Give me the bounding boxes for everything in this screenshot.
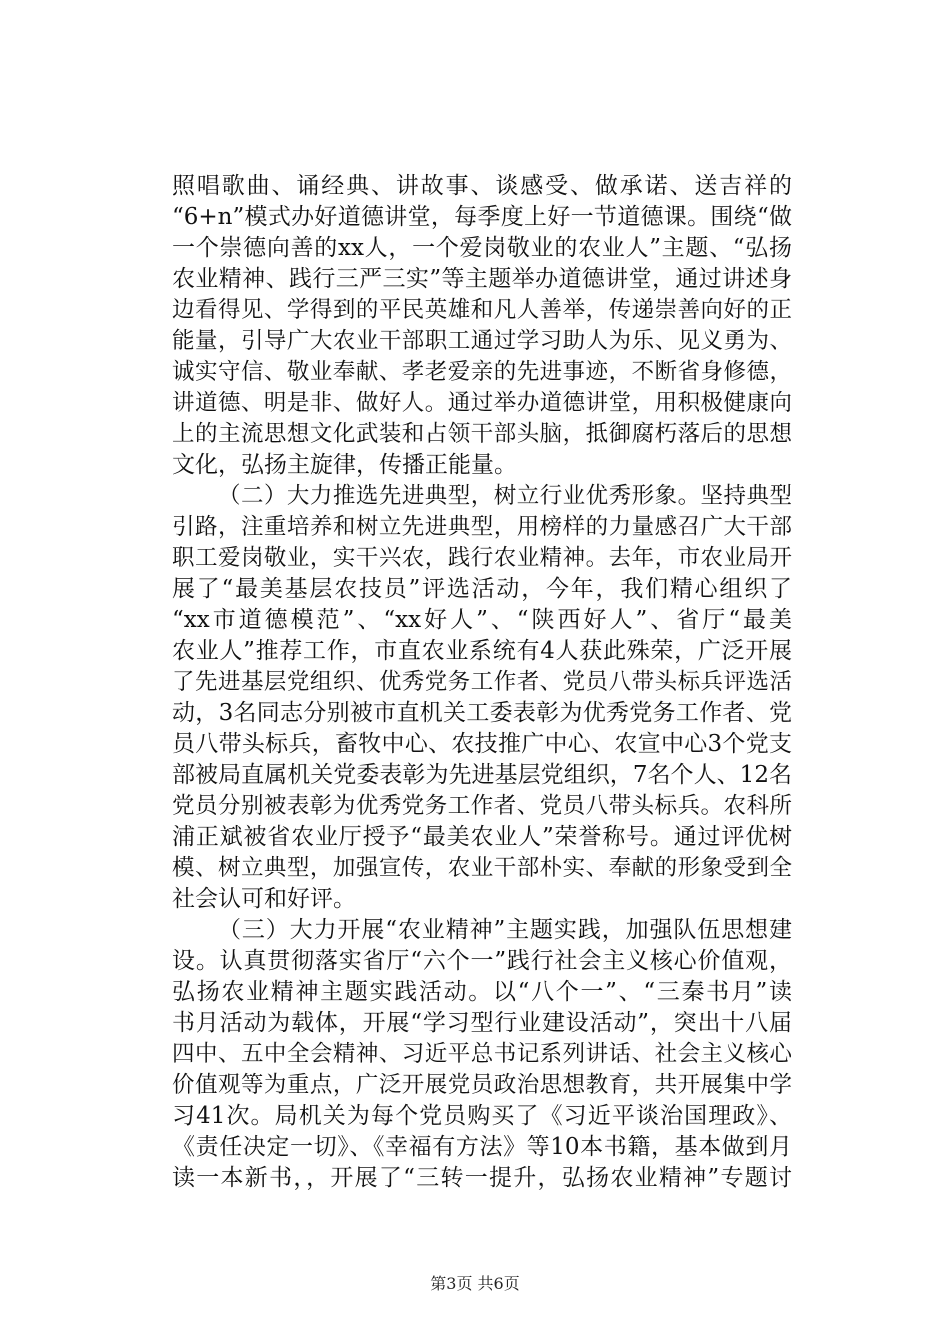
text-line: 设。认真贯彻落实省厅“六个一”践行社会主义核心价值观， — [172, 948, 792, 974]
text-line: （二）大力推选先进典型，树立行业优秀形象。坚持典型 — [218, 483, 792, 509]
text-line: 讲道德、明是非、做好人。通过举办道德讲堂，用积极健康向 — [172, 390, 792, 416]
text-line: 职工爱岗敬业，实干兴农，践行农业精神。去年，市农业局开 — [172, 545, 792, 571]
text-line: 上的主流思想文化武装和占领干部头脑，抵御腐朽落后的思想 — [172, 421, 792, 447]
body-text — [172, 171, 792, 1194]
text-line: 了先进基层党组织、优秀党务工作者、党员八带头标兵评选活 — [172, 669, 792, 695]
text-line: 能量，引导广大农业干部职工通过学习助人为乐、见义勇为、 — [172, 328, 792, 354]
text-line: 照唱歌曲、诵经典、讲故事、谈感受、做承诺、送吉祥的 — [172, 173, 792, 199]
text-line: 农业人”推荐工作，市直农业系统有4人获此殊荣，广泛开展 — [172, 638, 792, 664]
text-line: 书月活动为载体，开展“学习型行业建设活动”，突出十八届 — [172, 1010, 792, 1036]
text-line: 动，3名同志分别被市直机关工委表彰为优秀党务工作者、党 — [172, 700, 792, 726]
text-line: 员八带头标兵，畜牧中心、农技推广中心、农宣中心3个党支 — [172, 731, 792, 757]
text-line: 弘扬农业精神主题实践活动。以“八个一”、“三秦书月”读 — [172, 979, 792, 1005]
text-line: 引路，注重培养和树立先进典型，用榜样的力量感召广大干部 — [172, 514, 792, 540]
text-line: 文化，弘扬主旋律，传播正能量。 — [172, 452, 517, 478]
text-line: （三）大力开展“农业精神”主题实践，加强队伍思想建 — [218, 917, 792, 943]
text-line: 部被局直属机关党委表彰为先进基层党组织，7名个人、12名 — [172, 762, 792, 788]
text-line: 社会认可和好评。 — [172, 886, 356, 912]
text-line: 读一本新书，，开展了“三转一提升，弘扬农业精神”专题讨 — [172, 1165, 792, 1191]
text-line: 价值观等为重点，广泛开展党员政治思想教育，共开展集中学 — [172, 1072, 792, 1098]
text-line: “xx市道德模范”、“xx好人”、“陕西好人”、省厅“最美 — [172, 607, 792, 633]
text-line: 党员分别被表彰为优秀党务工作者、党员八带头标兵。农科所 — [172, 793, 792, 819]
text-line: 展了“最美基层农技员”评选活动，今年，我们精心组织了 — [172, 576, 792, 602]
text-line: 四中、五中全会精神、习近平总书记系列讲话、社会主义核心 — [172, 1041, 792, 1067]
text-line: 模、树立典型，加强宣传，农业干部朴实、奉献的形象受到全 — [172, 855, 792, 881]
text-line: 边看得见、学得到的平民英雄和凡人善举，传递崇善向好的正 — [172, 297, 792, 323]
text-line: “6+n”模式办好道德讲堂，每季度上好一节道德课。围绕“做 — [172, 204, 792, 230]
text-line: 浦正斌被省农业厅授予“最美农业人”荣誉称号。通过评优树 — [172, 824, 792, 850]
text-line: 诚实守信、敬业奉献、孝老爱亲的先进事迹，不断省身修德， — [172, 359, 792, 385]
text-line: 《责任决定一切》、《幸福有方法》等10本书籍，基本做到月 — [172, 1134, 792, 1160]
text-line: 习41次。局机关为每个党员购买了《习近平谈治国理政》、 — [172, 1103, 792, 1129]
text-line: 农业精神、践行三严三实”等主题举办道德讲堂，通过讲述身 — [172, 266, 792, 292]
text-line: 一个崇德向善的xx人，一个爱岗敬业的农业人”主题、“弘扬 — [172, 235, 792, 261]
page-number-footer: 第3页 共6页 — [430, 1274, 520, 1293]
